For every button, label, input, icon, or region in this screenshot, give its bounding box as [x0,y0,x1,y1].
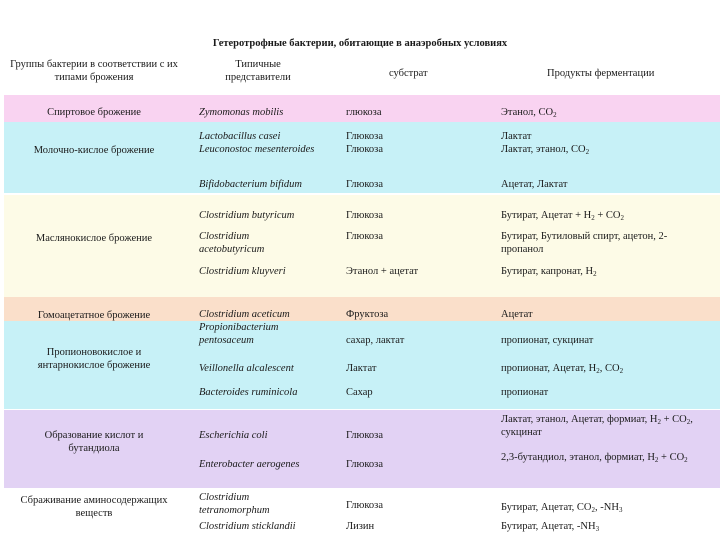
header-substrate-column: субстрат [389,68,428,79]
rep-clostridium-sticklandii: Clostridium sticklandii [199,521,296,532]
rep-zymomonas: Zymomonas mobilis [199,107,284,118]
group-butyric: Маслянокислое брожение [35,233,153,244]
rep-escherichia: Escherichia coli [199,430,268,441]
page-title: Гетеротрофные бактерии, обитающие в анаэробных условиях [212,38,508,49]
group-butanediol: Образование кислот и бутандиола [44,430,144,454]
sub-clostridium-butyricum: Глюкоза [346,210,383,221]
sub-clostridium-tetranomorphum: Глюкоза [346,500,383,511]
prod-zymomonas: Этанол, $CO_2$ [501,107,557,119]
sub-lactobacillus: Глюкоза [346,131,383,142]
rep-veillonella: Veillonella alcalescent [199,363,294,374]
header-group-column: Группы бактерии в соответствии с их типами брожения [10,59,178,83]
prod-clostridium-aceticum: Ацетат [501,309,533,320]
sub-clostridium-kluyveri: Этанол + ацетат [346,266,419,277]
prod-leuconostoc: Лактат, этанол, $CO_2$ [501,144,590,156]
rep-clostridium-butyricum: Clostridium butyricum [199,210,295,221]
rep-enterobacter: Enterobacter aerogenes [199,459,300,470]
prod-bifidobacterium: Ацетат, Лактат [501,179,568,190]
group-alcohol: Спиртовое брожение [47,107,141,118]
header-products-column: Продукты ферментации [547,68,655,79]
rep-clostridium-tetranomorphum: Clostridium tetranomorphum [199,492,270,516]
sub-leuconostoc: Глюкоза [346,144,383,155]
prod-enterobacter: 2,3-бутандиол, этанол, формиат, $H_2 + CO_2$ [501,452,688,464]
prod-clostridium-sticklandii: Бутират, Ацетат, $-NH_3$ [501,521,600,533]
sub-veillonella: Лактат [346,363,377,374]
rep-clostridium-kluyveri: Clostridium kluyveri [199,266,286,277]
sub-clostridium-aceticum: Фруктоза [346,309,389,320]
group-lactic: Молочно-кислое брожение [33,145,155,156]
sub-propionibacterium: сахар, лактат [346,335,405,346]
rep-clostridium-aceticum: Clostridium aceticum [199,309,290,320]
group-amino: Сбраживание аминосодержащих веществ [20,495,168,519]
header-representatives-column: Типичные представители [225,59,291,83]
group-propionic: Пропионовокислое и янтарнокислое брожение [37,347,151,371]
sub-zymomonas: глюкоза [346,107,382,118]
prod-bacteroides: пропионат [501,387,549,398]
prod-escherichia: Лактат, этанол, Ацетат, формиат, $H_2 + CO_2$, сукцинат [501,414,693,438]
prod-clostridium-tetranomorphum: Бутират, Ацетат, $CO_2$, $-NH_3$ [501,502,623,514]
sub-enterobacter: Глюкоза [346,459,383,470]
prod-clostridium-acetobutyricum: Бутират, Бутиловый спирт, ацетон, 2-пропанол [501,231,668,255]
rep-clostridium-acetobutyricum: Clostridium acetobutyricum [199,231,265,255]
prod-clostridium-kluyveri: Бутират, капронат, $H_2$ [501,266,597,278]
prod-clostridium-butyricum: Бутират, Ацетат + $H_2 + CO_2$ [501,210,624,222]
sub-clostridium-acetobutyricum: Глюкоза [346,231,383,242]
rep-lactobacillus: Lactobacillus casei [199,131,281,142]
sub-clostridium-sticklandii: Лизин [346,521,375,532]
sub-escherichia: Глюкоза [346,430,383,441]
prod-lactobacillus: Лактат [501,131,532,142]
prod-veillonella: пропионат, Ацетат, $H_2$, $CO_2$ [501,363,624,375]
rep-bifidobacterium: Bifidobacterium bifidum [199,179,302,190]
rep-bacteroides: Bacteroides ruminicola [199,387,298,398]
sub-bifidobacterium: Глюкоза [346,179,383,190]
prod-propionibacterium: пропионат, сукцинат [501,335,594,346]
sub-bacteroides: Сахар [346,387,373,398]
group-homoacetate: Гомоацетатное брожение [37,310,151,321]
rep-leuconostoc: Leuconostoc mesenteroides [199,144,315,155]
rep-propionibacterium: Propionibacterium pentosaceum [199,322,279,346]
